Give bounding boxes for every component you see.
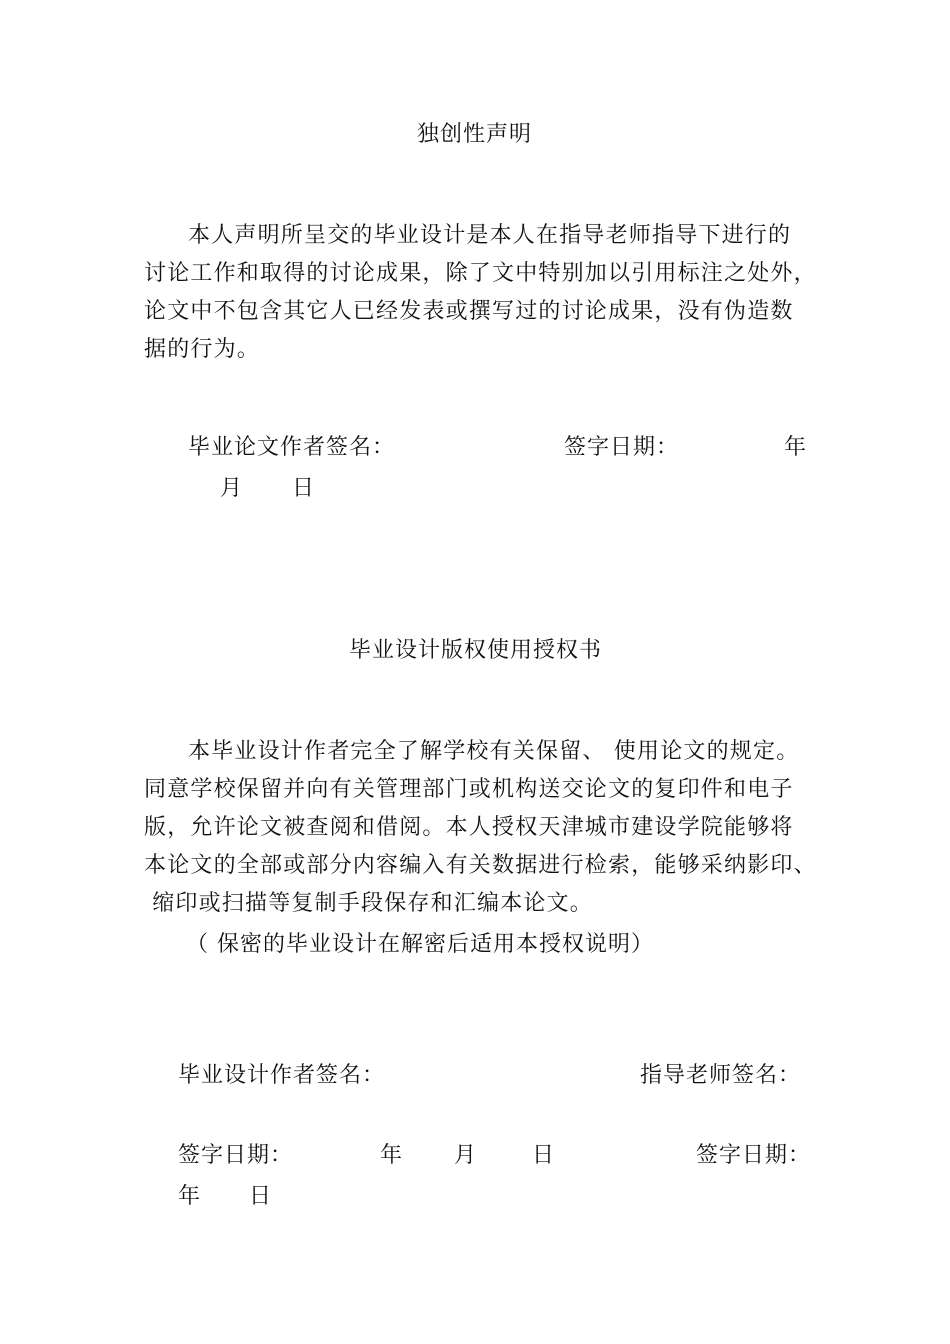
authorization-day-label-1: 日 [532, 1143, 556, 1168]
declaration-line-1: 本人声明所呈交的毕业设计是本人在指导老师指导下进行的 [188, 223, 792, 248]
declaration-day-label: 日 [292, 476, 316, 501]
authorization-sign-date-label-1: 签字日期： [178, 1143, 294, 1168]
authorization-line-3: 版，允许论文被查阅和借阅。本人授权天津城市建设学院能够将 [144, 815, 794, 840]
authorization-advisor-sign-label: 指导老师签名： [640, 1063, 802, 1088]
declaration-line-2: 讨论工作和取得的讨论成果，除了文中特别加以引用标注之处外， [144, 261, 817, 286]
declaration-line-3: 论文中不包含其它人已经发表或撰写过的讨论成果，没有伪造数 [144, 299, 794, 324]
authorization-year-label-1: 年 [380, 1143, 404, 1168]
authorization-line-5: 缩印或扫描等复制手段保存和汇编本论文。 [144, 891, 593, 916]
declaration-sign-date-label: 签字日期： [564, 435, 680, 460]
authorization-month-label-1: 月 [454, 1143, 478, 1168]
authorization-line-4: 本论文的全部或部分内容编入有关数据进行检索，能够采纳影印、 [144, 853, 817, 878]
authorization-year-label-2: 年 [178, 1184, 202, 1209]
authorization-author-sign-label: 毕业设计作者签名： [178, 1063, 386, 1088]
authorization-body [144, 733, 824, 923]
authorization-line-1: 本毕业设计作者完全了解学校有关保留、 使用论文的规定。 [188, 739, 800, 764]
authorization-day-label-2: 日 [249, 1184, 273, 1209]
authorization-line-2: 同意学校保留并向有关管理部门或机构送交论文的复印件和电子 [144, 777, 794, 802]
declaration-month-label: 月 [220, 476, 244, 501]
declaration-line-4: 据的行为。 [144, 337, 261, 362]
authorization-sign-date-label-2: 签字日期： [696, 1143, 812, 1168]
declaration-body [144, 217, 824, 369]
declaration-author-sign-label: 毕业论文作者签名： [188, 435, 396, 460]
authorization-note: （ 保密的毕业设计在解密后适用本授权说明） [186, 932, 654, 957]
declaration-year-label: 年 [784, 435, 808, 460]
authorization-title: 毕业设计版权使用授权书 [349, 638, 603, 663]
declaration-title: 独创性声明 [417, 122, 533, 147]
